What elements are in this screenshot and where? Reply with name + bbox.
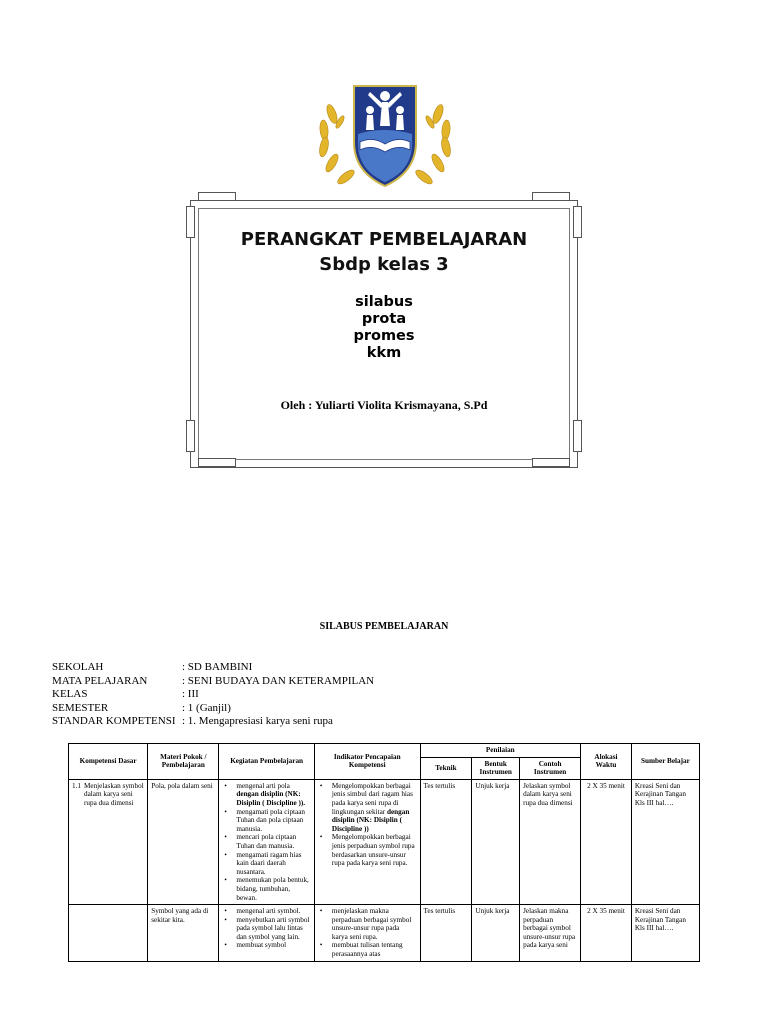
table-row <box>69 779 700 904</box>
cell-alokasi: 2 X 35 menit <box>581 779 632 904</box>
list-item: • menyebutkan arti symbol pada symbol lalu lintas dan symbol yang lain. <box>222 916 311 942</box>
frame-corner <box>532 458 570 467</box>
silabus-heading: SILABUS PEMBELAJARAN <box>319 621 449 632</box>
document-item: promes <box>353 328 415 344</box>
header-alokasi: Alokasi Waktu <box>581 744 632 780</box>
meta-row <box>52 661 374 675</box>
header-materi: Materi Pokok / Pembelajaran <box>148 744 219 780</box>
list-item: • mencari pola ciptaan Tuhan dan manusia. <box>222 833 311 850</box>
meta-label: SEMESTER <box>52 701 109 714</box>
meta-value: : SENI BUDAYA DAN KETERAMPILAN <box>182 674 375 687</box>
list-item: • Mengelompokkan berbagai jenis simbul dari ragam hias pada karya seni rupa di lingkungan sekitar dengan disiplin (NK: Disiplin ( Discipline )) <box>318 782 417 834</box>
cell-indikator <box>314 779 420 904</box>
document-item: prota <box>361 311 407 327</box>
cell-kegiatan <box>219 779 315 904</box>
cover-document-list <box>190 294 578 362</box>
people-icon <box>366 91 404 130</box>
list-item: • menjelaskan makna perpaduan berbagai symbol unsure-unsur rupa pada karya seni rupa. <box>318 907 417 941</box>
meta-label: KELAS <box>52 688 88 700</box>
header-kompetensi: Kompetensi Dasar <box>69 744 148 780</box>
cell-materi: Pola, pola dalam seni <box>148 779 219 904</box>
list-item: • mengamati ragam hias kain daari daerah nusantara. <box>222 851 311 877</box>
header-teknik: Teknik <box>420 757 472 779</box>
cover-subtitle: Sbdp kelas 3 <box>319 254 449 275</box>
list-item: • mengenal arti symbol. <box>222 907 311 916</box>
meta-label: MATA PELAJARAN <box>52 674 148 687</box>
cell-teknik: Tes tertulis <box>420 905 472 962</box>
list-item: • Mengelompokkan berbagai jenis perpaduan symbol rupa berdasarkan unsure-unsur rupa pada karya seni rupa. <box>318 833 417 867</box>
emphasis-text: dengan disiplin (NK: Disiplin ( Discipline )) <box>331 807 410 833</box>
header-indikator: Indikator Pencapaian Kompetensi <box>314 744 420 780</box>
meta-row <box>52 715 374 729</box>
school-logo <box>312 80 458 192</box>
frame-corner <box>198 192 236 201</box>
cell-bentuk: Unjuk kerja <box>472 905 520 962</box>
silabus-table <box>68 743 700 962</box>
meta-value: : SD BAMBINI <box>182 661 253 673</box>
frame-corner <box>186 420 195 452</box>
header-sumber: Sumber Belajar <box>631 744 699 780</box>
list-item: • membuat symbol <box>222 941 311 950</box>
document-item: kkm <box>366 345 402 361</box>
silabus-meta <box>52 661 374 729</box>
cell-teknik: Tes tertulis <box>420 779 472 904</box>
meta-row <box>52 702 374 716</box>
cell-indikator <box>314 905 420 962</box>
frame-corner <box>573 420 582 452</box>
meta-value: : 1. Mengapresiasi karya seni rupa <box>182 715 333 727</box>
cell-contoh: Jelaskan makna perpaduan berbagai symbol unsure-unsur rupa pada karya seni <box>520 905 581 962</box>
cell-contoh: Jelaskan symbol dalam karya seni rupa dua dimensi <box>520 779 581 904</box>
kd-number: 1.1 <box>72 781 81 790</box>
cell-kegiatan <box>219 905 315 962</box>
header-contoh: Contoh Instrumen <box>520 757 581 779</box>
cover-author: Oleh : Yuliarti Violita Krismayana, S.Pd <box>280 398 488 412</box>
meta-row <box>52 675 374 689</box>
list-item: • menemukan pola bentuk, bidang, tumbuhan, bewan. <box>222 876 311 902</box>
meta-value: : 1 (Ganjil) <box>182 701 231 714</box>
cover-title: PERANGKAT PEMBELAJARAN <box>240 229 528 250</box>
header-penilaian: Penilaian <box>420 744 581 758</box>
list-item: • membuat tulisan tentang perasaannya atas <box>318 941 417 958</box>
cell-alokasi: 2 X 35 menit <box>581 905 632 962</box>
meta-label: STANDAR KOMPETENSI <box>52 715 176 727</box>
header-bentuk: Bentuk Instrumen <box>472 757 520 779</box>
cell-kompetensi <box>69 779 148 904</box>
document-item: silabus <box>355 294 413 310</box>
kd-text: Menjelaskan symbol dalam karya seni rupa dua dimensi <box>84 781 144 807</box>
frame-corner <box>198 458 236 467</box>
cell-sumber: Kreasi Seni dan Kerajinan Tangan Kls III hal…. <box>631 905 699 962</box>
cell-bentuk: Unjuk kerja <box>472 779 520 904</box>
header-kegiatan: Kegiatan Pembelajaran <box>219 744 315 780</box>
meta-value: : III <box>182 688 199 700</box>
meta-row <box>52 688 374 702</box>
cell-kompetensi <box>69 905 148 962</box>
cell-materi: Symbol yang ada di sekitar kita. <box>148 905 219 962</box>
meta-label: SEKOLAH <box>52 661 104 673</box>
emphasis-text: dengan disiplin (NK: Disiplin ( Discipline )). <box>236 790 306 807</box>
cell-sumber: Kreasi Seni dan Kerajinan Tangan Kls III hal…. <box>631 779 699 904</box>
table-row <box>69 905 700 962</box>
list-item: • mengamati pola ciptaan Tuhan dan pola ciptaan manusia. <box>222 808 311 834</box>
frame-corner <box>532 192 570 201</box>
list-item: • mengenal arti pola dengan disiplin (NK: Disiplin ( Discipline )). <box>222 782 311 808</box>
